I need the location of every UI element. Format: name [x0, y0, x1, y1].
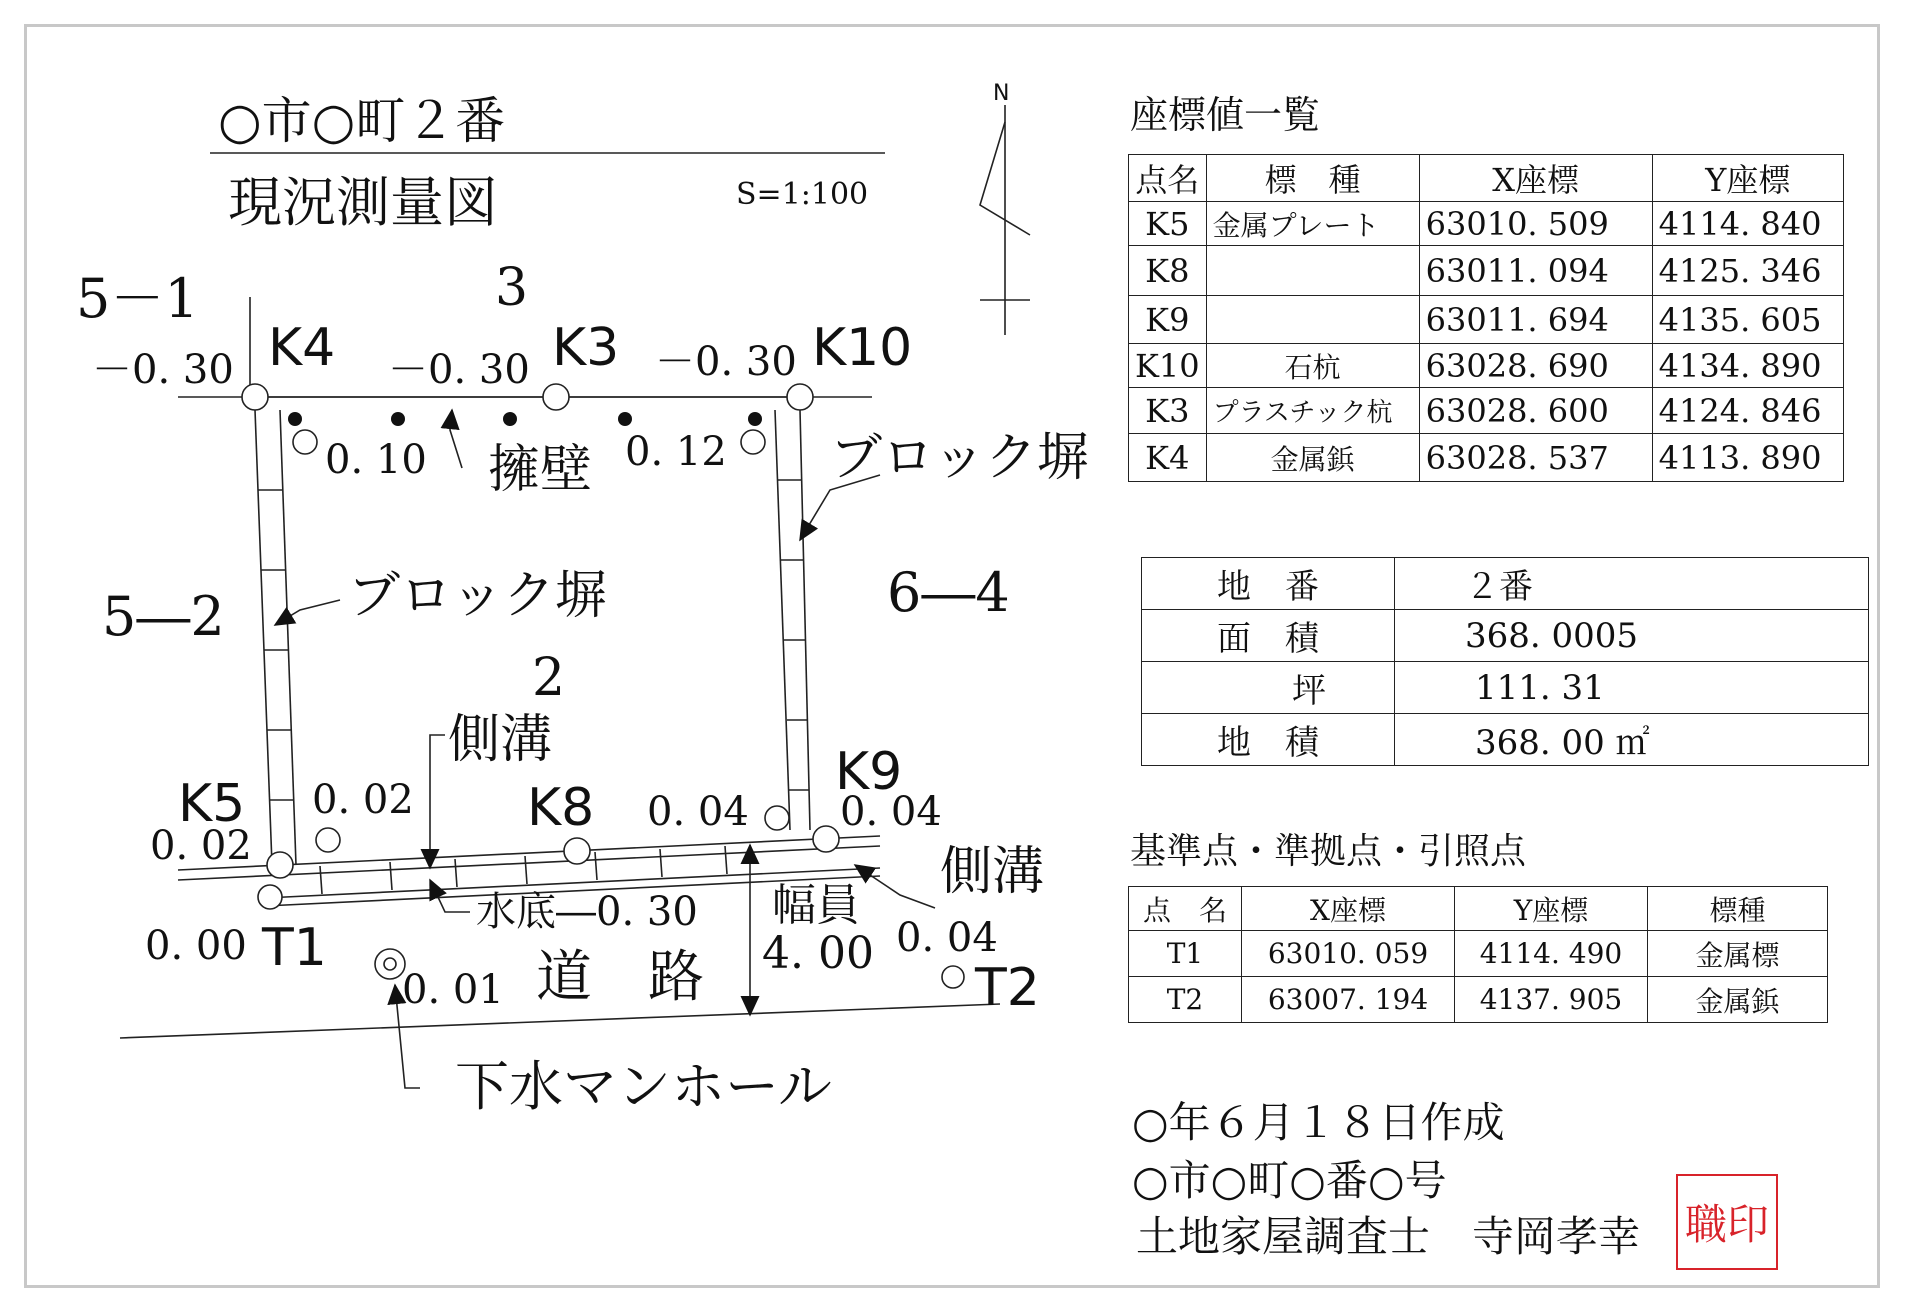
coord-table-title: 座標値一覧	[1130, 93, 1321, 137]
cell-y: 4134. 890	[1652, 344, 1843, 388]
cell-y: 4124. 846	[1652, 388, 1843, 434]
column-header: 標 種	[1206, 155, 1419, 202]
cell-label: 面 積	[1142, 610, 1395, 662]
column-header: 標種	[1648, 887, 1828, 931]
title-location: ○市○町２番	[218, 92, 506, 150]
cell-point: K8	[1129, 246, 1207, 296]
point-t2-icon	[942, 966, 964, 988]
table-header-row	[1129, 155, 1844, 202]
surveyor-name: 土地家屋調査士 寺岡孝幸	[1136, 1212, 1641, 1261]
cell-point: T1	[1129, 931, 1242, 977]
table-row	[1129, 344, 1844, 388]
cell-type: 石杭	[1206, 344, 1419, 388]
cell-type: 金属標	[1648, 931, 1828, 977]
cell-x: 63011. 094	[1419, 246, 1652, 296]
sewer-manhole-label: 下水マンホール	[455, 1055, 832, 1118]
point-label-k10: K10	[812, 318, 913, 378]
column-header: Y座標	[1652, 155, 1843, 202]
table-row	[1142, 558, 1869, 610]
west-block-wall-inner	[280, 410, 296, 865]
elevation-k4k3-top: －0. 30	[388, 347, 530, 393]
east-block-wall-inner	[775, 410, 790, 830]
point-label-k8: K8	[527, 778, 595, 838]
lot-number-6-4: 6―4	[887, 561, 1010, 624]
elevation-nw-inner: 0. 10	[325, 437, 427, 483]
cell-x: 63028. 537	[1419, 434, 1652, 482]
point-k4-icon	[242, 384, 268, 410]
lot-number-2: 2	[532, 648, 566, 708]
retaining-wall-leader	[450, 410, 462, 468]
block-wall-east-label: ブロック塀	[830, 428, 1089, 488]
point-label-k3: K3	[552, 318, 620, 378]
cell-x: 63007. 194	[1242, 977, 1455, 1023]
elevation-manhole: 0. 01	[402, 967, 504, 1013]
coord-table	[1128, 154, 1844, 482]
surveyor-address: ○市○町○番○号	[1132, 1156, 1447, 1205]
creation-date: ○年６月１８日作成	[1132, 1098, 1505, 1147]
north-arrow-icon	[980, 105, 1030, 335]
cell-point: K9	[1129, 296, 1207, 344]
table-row	[1129, 202, 1844, 246]
east-block-wall-outer	[800, 410, 810, 830]
gutter-top-leader	[430, 735, 445, 868]
cell-x: 63010. 509	[1419, 202, 1652, 246]
lot-number-5-1: 5－1	[76, 267, 199, 330]
point-label-t2: T2	[975, 958, 1040, 1018]
table-row	[1129, 931, 1828, 977]
lot-number-5-2: 5―2	[102, 585, 225, 648]
table-header-row	[1129, 887, 1828, 931]
column-header: 点名	[1129, 155, 1207, 202]
point-t1-icon	[258, 885, 282, 909]
cell-y: 4137. 905	[1455, 977, 1648, 1023]
elevation-k4-top: －0. 30	[92, 347, 234, 393]
column-header: X座標	[1242, 887, 1455, 931]
manhole-inner-icon	[384, 958, 396, 970]
elevation-k8-right: 0. 04	[647, 789, 749, 835]
point-label-k9: K9	[835, 742, 903, 802]
block-wall-west-label: ブロック塀	[348, 566, 607, 626]
west-block-wall-leader	[275, 600, 340, 625]
table-row	[1142, 714, 1869, 766]
page-title: 現況測量図	[228, 171, 498, 234]
cell-point: K4	[1129, 434, 1207, 482]
cell-label: 地 積	[1142, 714, 1395, 766]
gutter-right-leader	[855, 865, 935, 908]
cell-label: 坪	[1142, 662, 1395, 714]
point-k3-icon	[543, 384, 569, 410]
elevation-k5-outer: 0. 02	[150, 823, 252, 869]
cell-label: 地 番	[1142, 558, 1395, 610]
cell-y: 4135. 605	[1652, 296, 1843, 344]
cell-x: 63011. 694	[1419, 296, 1652, 344]
elevation-k3k10-top: －0. 30	[655, 339, 797, 385]
scale-label: S=1:100	[736, 177, 869, 212]
elevation-k5-inner: 0. 02	[312, 777, 414, 823]
elevation-t2: 0. 04	[896, 915, 998, 961]
elevation-t1: 0. 00	[145, 923, 247, 969]
ref-table	[1128, 886, 1828, 1023]
water-bottom-label: 水底―0. 30	[476, 889, 698, 935]
table-row	[1129, 434, 1844, 482]
cell-point: K3	[1129, 388, 1207, 434]
cell-type: 金属鋲	[1648, 977, 1828, 1023]
road-width-value: 4. 00	[762, 928, 874, 979]
point-label-t1: T1	[262, 918, 327, 978]
cell-type: 金属鋲	[1206, 434, 1419, 482]
retaining-wall-label: 擁壁	[488, 440, 593, 500]
cell-y: 4125. 346	[1652, 246, 1843, 296]
cell-point: T2	[1129, 977, 1242, 1023]
table-row	[1129, 246, 1844, 296]
elevation-marker-k5-icon	[316, 828, 340, 852]
road-width-label: 幅員	[772, 880, 860, 931]
north-label: N	[993, 81, 1010, 106]
point-k5-icon	[267, 852, 293, 878]
cell-point: K10	[1129, 344, 1207, 388]
cell-point: K5	[1129, 202, 1207, 246]
table-row	[1129, 977, 1828, 1023]
point-k10-icon	[787, 384, 813, 410]
cell-value: 368. 0005	[1395, 610, 1869, 662]
gutter-top-label: 側溝	[448, 710, 553, 770]
cell-y: 4114. 490	[1455, 931, 1648, 977]
lot-number-3: 3	[495, 258, 529, 318]
column-header: 点 名	[1129, 887, 1242, 931]
road-label: 道 路	[536, 945, 704, 1010]
cell-type: プラスチック杭	[1206, 388, 1419, 434]
cell-y: 4113. 890	[1652, 434, 1843, 482]
gutter-right-label: 側溝	[940, 842, 1045, 902]
cell-x: 63028. 600	[1419, 388, 1652, 434]
table-row	[1142, 662, 1869, 714]
cell-x: 63028. 690	[1419, 344, 1652, 388]
cell-value: 111. 31	[1395, 662, 1869, 714]
elevation-ne-inner: 0. 12	[625, 429, 727, 475]
table-row	[1129, 296, 1844, 344]
column-header: X座標	[1419, 155, 1652, 202]
cell-x: 63010. 059	[1242, 931, 1455, 977]
area-table	[1141, 557, 1869, 766]
ref-table-title: 基準点・準拠点・引照点	[1130, 831, 1527, 872]
column-header: Y座標	[1455, 887, 1648, 931]
point-k9-icon	[813, 826, 839, 852]
elevation-marker-k8-icon	[765, 806, 789, 830]
elevation-marker-ne-icon	[741, 430, 765, 454]
elevation-marker-nw-icon	[293, 430, 317, 454]
point-label-k4: K4	[268, 318, 336, 378]
cell-type	[1206, 246, 1419, 296]
table-row	[1129, 388, 1844, 434]
cell-value: 368. 00 ㎡	[1395, 714, 1869, 766]
cell-y: 4114. 840	[1652, 202, 1843, 246]
elevation-k9: 0. 04	[840, 789, 942, 835]
cell-value: ２番	[1395, 558, 1869, 610]
cell-type: 金属プレート	[1206, 202, 1419, 246]
point-label-k5: K5	[178, 774, 246, 834]
table-row	[1142, 610, 1869, 662]
official-seal-stamp: 職印	[1676, 1174, 1778, 1270]
point-k8-icon	[564, 838, 590, 864]
west-block-wall-outer	[255, 410, 272, 865]
retaining-wall-dots	[288, 412, 762, 426]
cell-type	[1206, 296, 1419, 344]
